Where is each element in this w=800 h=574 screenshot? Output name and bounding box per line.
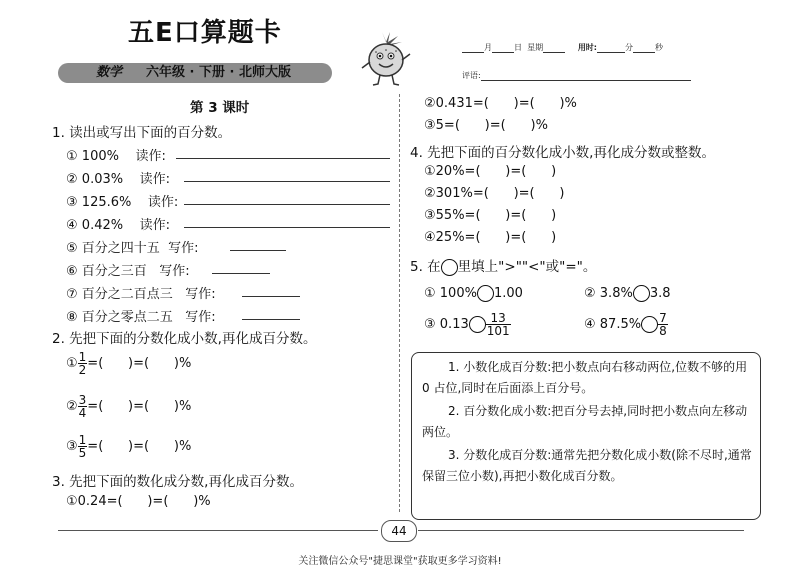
footer-rule-left — [58, 530, 378, 531]
q3-item: ②0.431=( )=( )% — [424, 96, 577, 111]
subject-banner — [58, 63, 332, 83]
fraction: $\frac{13}{101}$ — [486, 311, 510, 338]
fraction: $\frac{1}{2}$ — [78, 350, 87, 377]
column-divider — [399, 94, 400, 512]
q2-item: ③ $\frac{1}{5}$ =( )=( )% — [66, 433, 192, 460]
q5-title: 5. 在 里填上">""<"或"="。 — [410, 259, 597, 275]
answer-line[interactable] — [176, 158, 390, 159]
q1-item: ⑤ 百分之四十五 写作: — [66, 241, 199, 256]
answer-circle[interactable] — [469, 316, 486, 333]
brand-title: 五E口算题卡 — [128, 18, 282, 48]
q5-item: ④ 87.5% $\frac{7}{8}$ — [584, 311, 667, 338]
q3-title: 3. 先把下面的数化成分数,再化成百分数。 — [52, 474, 303, 490]
date-line: 月 日 星期 用时: 分 秒 — [462, 42, 663, 53]
q1-item: ② 0.03% 读作: — [66, 172, 171, 187]
blank-circle-icon — [441, 259, 458, 276]
q1-item: ⑥ 百分之三百 写作: — [66, 264, 190, 279]
answer-line[interactable] — [184, 181, 390, 182]
q2-title: 2. 先把下面的分数化成小数,再化成百分数。 — [52, 331, 317, 347]
time-label: 用时: — [577, 43, 598, 52]
answer-line[interactable] — [184, 204, 390, 205]
answer-line[interactable] — [184, 227, 390, 228]
q5-item: ① 100% 1.00 — [424, 286, 523, 301]
tips-box — [411, 352, 761, 520]
tip-text: 1. 小数化成百分数:把小数点向右移动两位,位数不够的用 0 占位,同时在后面添上百分号。 — [422, 360, 748, 395]
q1-item: ⑦ 百分之二百点三 写作: — [66, 287, 216, 302]
q3-item: ③5=( )=( )% — [424, 118, 548, 133]
footer-rule-right — [418, 530, 744, 531]
q4-item: ②301%=( )=( ) — [424, 186, 565, 201]
lesson-title: 第 3 课时 — [190, 100, 250, 116]
answer-line[interactable] — [242, 296, 300, 297]
answer-circle[interactable] — [633, 285, 650, 302]
q1-item: ① 100% 读作: — [66, 149, 166, 164]
grade-info: 六年级 · 下册 · 北师大版 — [146, 65, 291, 80]
answer-circle[interactable] — [477, 285, 494, 302]
fraction: $\frac{1}{5}$ — [78, 433, 87, 460]
answer-line[interactable] — [212, 273, 270, 274]
q1-item: ④ 0.42% 读作: — [66, 218, 171, 233]
q1-item: ⑧ 百分之零点二五 写作: — [66, 310, 216, 325]
q1-title: 1. 读出或写出下面的百分数。 — [52, 125, 232, 141]
footer-note: 关注微信公众号"捷思课堂"获取更多学习资料! — [298, 556, 502, 567]
q5-item: ② 3.8% 3.8 — [584, 286, 671, 301]
fraction: $\frac{3}{4}$ — [78, 393, 87, 420]
q4-title: 4. 先把下面的百分数化成小数,再化成分数或整数。 — [410, 145, 715, 161]
q4-item: ①20%=( )=( ) — [424, 164, 557, 179]
q2-item: ① $\frac{1}{2}$ =( )=( )% — [66, 350, 192, 377]
q4-item: ④25%=( )=( ) — [424, 230, 557, 245]
q4-item: ③55%=( )=( ) — [424, 208, 557, 223]
page-number: 44 — [381, 520, 417, 542]
answer-line[interactable] — [230, 250, 286, 251]
fraction: $\frac{7}{8}$ — [659, 311, 667, 338]
answer-circle[interactable] — [641, 316, 658, 333]
q5-item: ③ 0.13 $\frac{13}{101}$ — [424, 311, 510, 338]
q2-item: ② $\frac{3}{4}$ =( )=( )% — [66, 393, 192, 420]
answer-line[interactable] — [242, 319, 300, 320]
comment-line: 评语: — [462, 70, 691, 81]
q3-item: ①0.24=( )=( )% — [66, 494, 211, 509]
tip-text: 2. 百分数化成小数:把百分号去掉,同时把小数点向左移动两位。 — [422, 404, 748, 439]
q1-item: ③ 125.6% 读作: — [66, 195, 179, 210]
strawberry-mascot-icon — [358, 28, 414, 88]
subject-label: 数学 — [96, 65, 123, 80]
tip-text: 3. 分数化成百分数:通常先把分数化成小数(除不尽时,通常保留三位小数),再把小数化成百分数。 — [422, 448, 752, 483]
